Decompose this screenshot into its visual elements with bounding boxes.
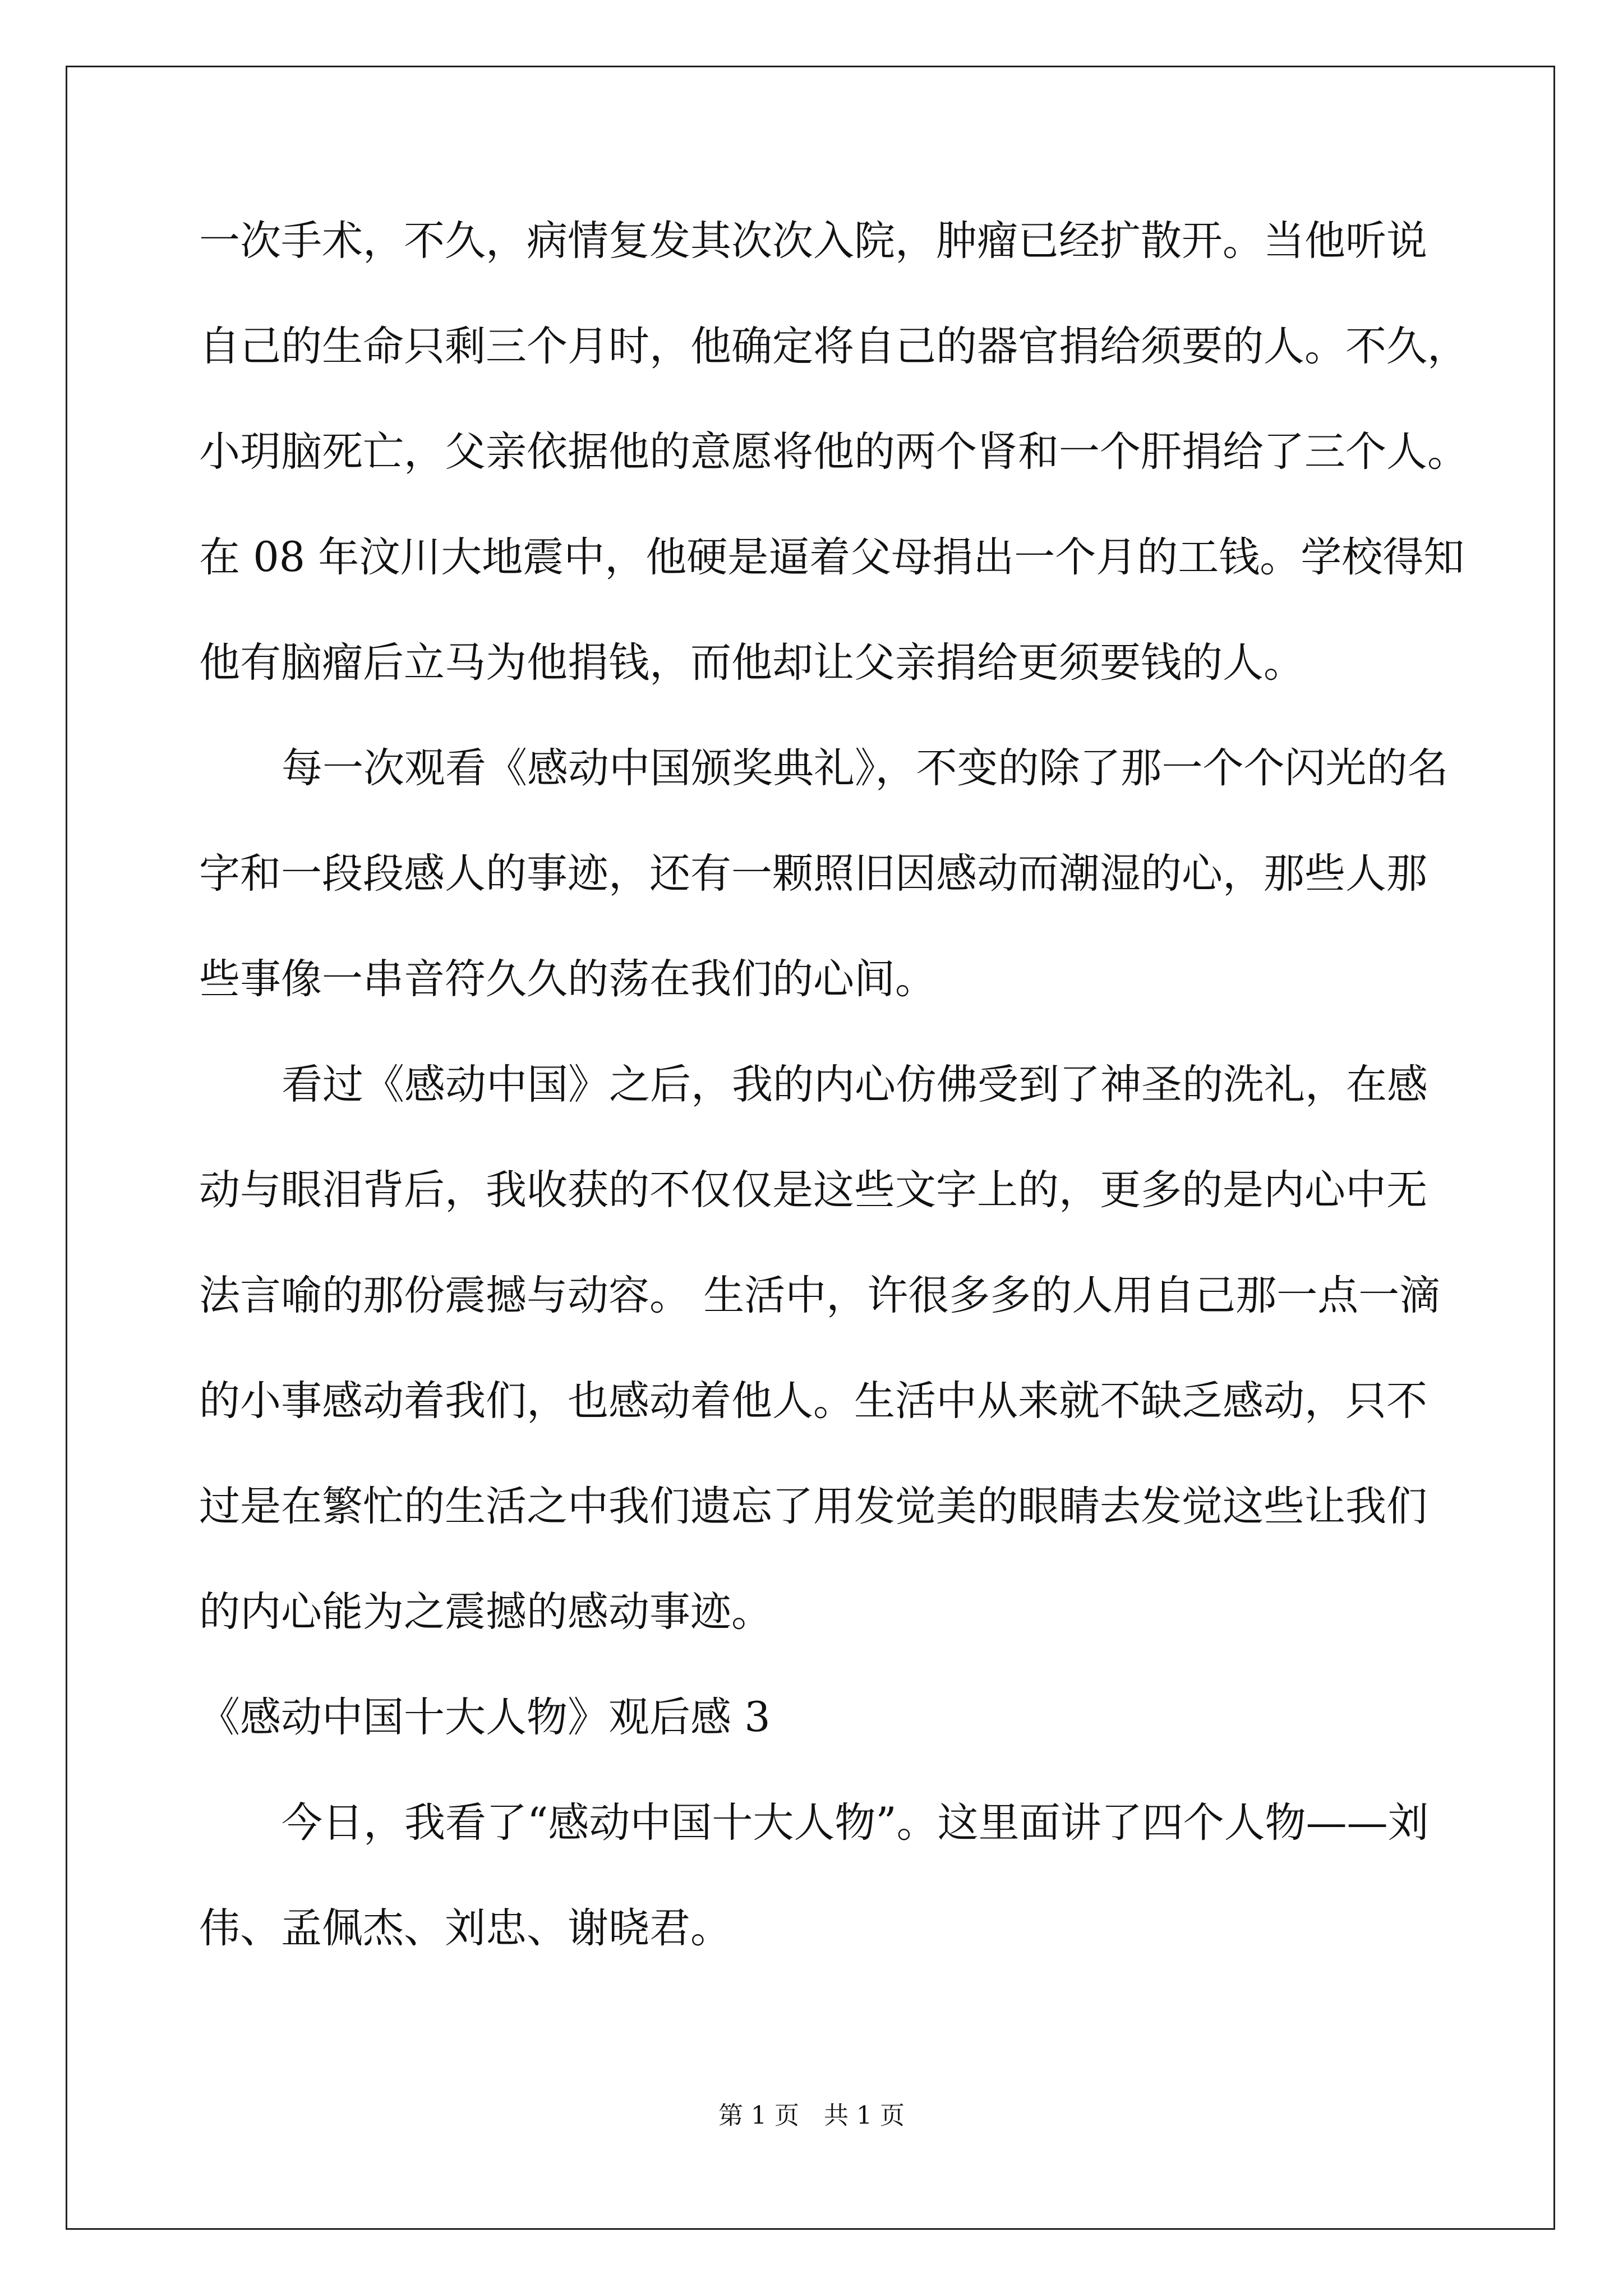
paragraph-line: 今日，我看了“感动中国十大人物”。这里面讲了四个人物——刘 (282, 1799, 1429, 1847)
paragraph-line: 伟、孟佩杰、刘忠、谢晓君。 (199, 1904, 731, 1952)
paragraph-line: 法言喻的那份震撼与动容。 生活中，许很多多的人用自己那一点一滴 (199, 1272, 1441, 1319)
paragraph-line: 动与眼泪背后，我收获的不仅仅是这些文字上的，更多的是内心中无 (199, 1166, 1427, 1214)
paragraph-line: 小玥脑死亡，父亲依据他的意愿将他的两个肾和一个肝捐给了三个人。 (199, 428, 1468, 476)
paragraph-line: 在 08 年汶川大地震中，他硬是逼着父母捐出一个月的工钱。学校得知 (199, 533, 1465, 581)
paragraph-line: 的小事感动着我们，也感动着他人。生活中从来就不缺乏感动，只不 (199, 1377, 1427, 1425)
paragraph-line: 每一次观看《感动中国颁奖典礼》，不变的除了那一个个闪光的名 (282, 744, 1449, 792)
paragraph-line: 自己的生命只剩三个月时，他确定将自己的器官捐给须要的人。不久， (199, 323, 1468, 370)
paragraph-line: 字和一段段感人的事迹，还有一颗照旧因感动而潮湿的心，那些人那 (199, 850, 1427, 898)
paragraph-line: 些事像一串音符久久的荡在我们的心间。 (199, 955, 936, 1003)
paragraph-line: 的内心能为之震撼的感动事迹。 (199, 1588, 772, 1636)
page-number: 第 1 页 共 1 页 (718, 2101, 905, 2130)
section-heading: 《感动中国十大人物》观后感 3 (199, 1694, 771, 1741)
paragraph-line: 看过《感动中国》之后，我的内心仿佛受到了神圣的洗礼，在感 (282, 1061, 1428, 1108)
paragraph-line: 他有脑瘤后立马为他捐钱，而他却让父亲捐给更须要钱的人。 (199, 639, 1304, 687)
paragraph-line: 过是在繁忙的生活之中我们遗忘了用发觉美的眼睛去发觉这些让我们 (199, 1483, 1427, 1530)
paragraph-line: 一次手术，不久，病情复发其次次入院，肿瘤已经扩散开。当他听说 (199, 217, 1427, 265)
